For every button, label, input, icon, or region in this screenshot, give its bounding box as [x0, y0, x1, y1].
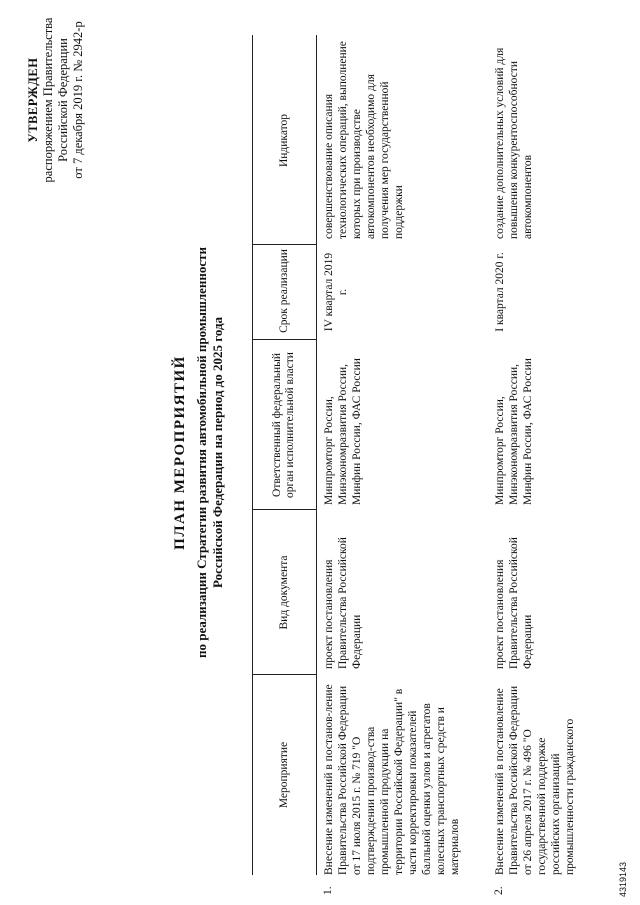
row-number: 2.: [493, 886, 505, 895]
approval-line-3: от 7 декабря 2019 г. № 2942-р: [71, 21, 85, 179]
document-id: 4319143: [618, 861, 628, 897]
row-1-responsible: Минпромторг России, Минэкономразвития России, Минфин России, ФАС России: [323, 358, 363, 505]
column-divider: [252, 339, 316, 340]
header-term: Срок реализации: [277, 249, 290, 333]
row-2-responsible: Минпромторг России, Минэкономразвития России, Минфин России, ФАС России: [494, 358, 534, 505]
approval-stamp: [26, 15, 86, 185]
row-2-document: проект постановления Правительства Российской Федерации: [494, 537, 534, 669]
plan-title: ПЛАН МЕРОПРИЯТИЙ: [172, 355, 188, 550]
table-top-rule: [252, 35, 253, 875]
table-header-rule: [316, 35, 317, 875]
header-event: Мероприятие: [277, 741, 290, 809]
approval-heading: УТВЕРЖДЕН: [26, 57, 40, 143]
plan-subtitle-2: Российской Федерации на период до 2025 года: [210, 316, 225, 589]
document-title: [170, 0, 226, 905]
row-1-event: Внесение изменений в постанов-ление Правительства Российской Федерации от 17 июля 2015 г. № 719 "О подтверждении производ-ства промышленной продукции на территории Российской Федерации" в части корректировки показателей балльной оценки узлов и агрегатов колесных транспортных средств и материалов: [323, 684, 461, 875]
row-1-indicator: совершенствование описания технологических операций, выполнение которых при производстве автокомпонентов необходимо для получения мер государственной поддержки: [323, 41, 405, 239]
header-indicator: Индикатор: [277, 113, 290, 168]
row-2-term: I квартал 2020 г.: [494, 252, 506, 332]
row-1-document: проект постановления Правительства Российской Федерации: [323, 537, 363, 669]
row-number: 1.: [322, 886, 334, 895]
header-responsible: Ответственный федеральный орган исполнительной власти: [271, 352, 296, 498]
column-divider: [252, 244, 316, 245]
row-1-term: IV квартал 2019 г.: [323, 252, 349, 332]
approval-line-1: распоряжением Правительства: [41, 17, 55, 183]
approval-line-2: Российской Федерации: [56, 38, 70, 162]
row-2-indicator: создание дополнительных условий для повышения конкурентоспособности автокомпонентов: [494, 47, 534, 239]
row-2-event: Внесение изменений в постановление Правительства Российской Федерации от 26 апреля 2017 г. № 496 "О государственной поддержке российских организаций промышленности гражданского: [494, 685, 576, 875]
plan-subtitle-1: по реализации Стратегии развития автомобильной промышленности: [194, 246, 209, 659]
header-document: Вид документа: [277, 555, 290, 630]
